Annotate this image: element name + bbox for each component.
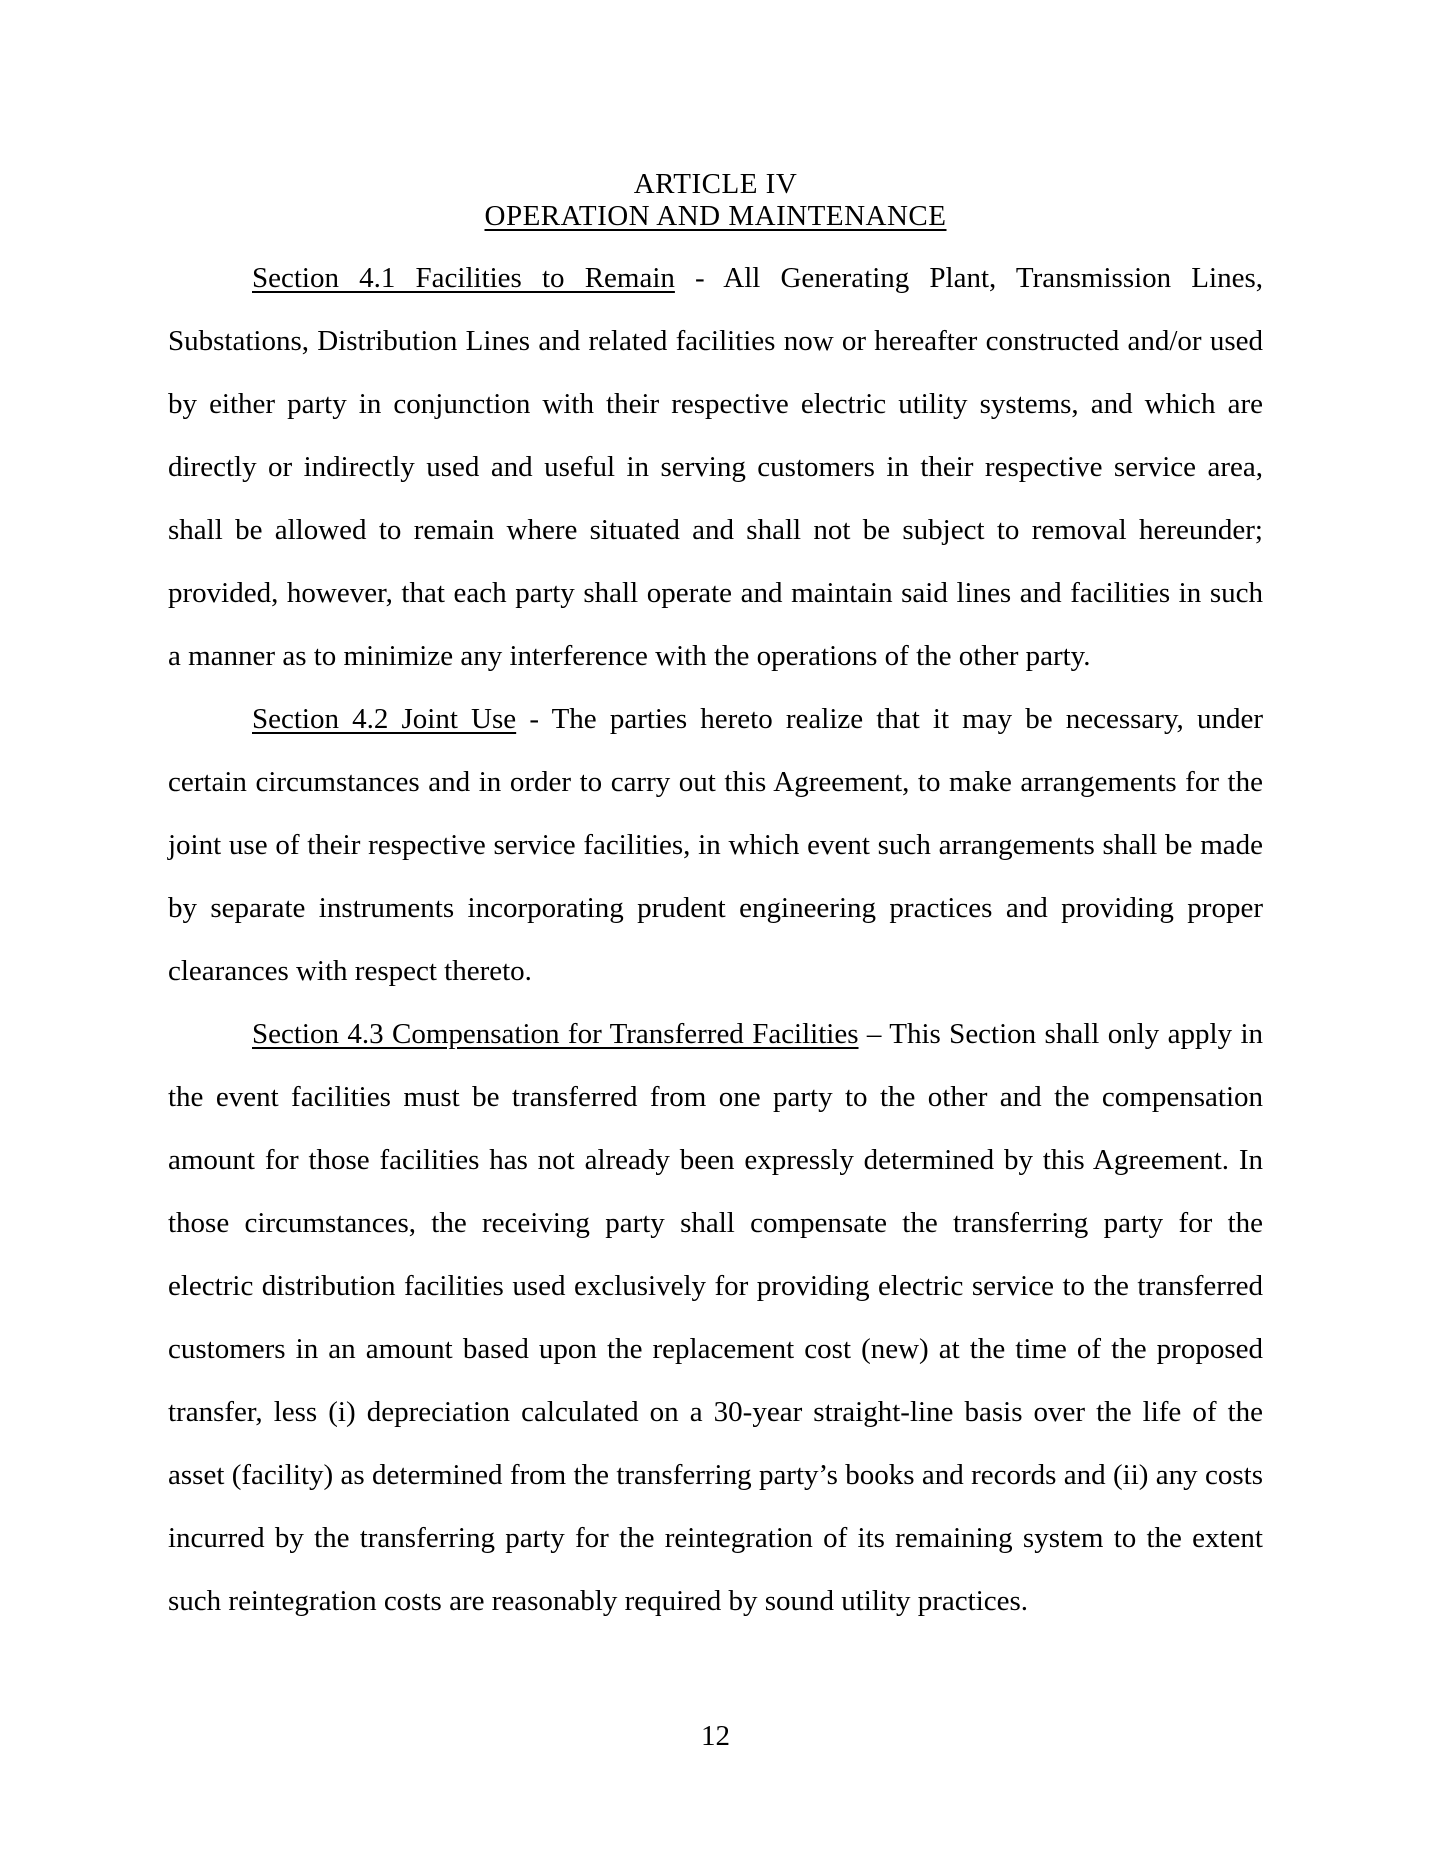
- article-subheading: OPERATION AND MAINTENANCE: [484, 200, 947, 232]
- article-title-block: [0, 0, 1431, 232]
- section-4-3-separator: –: [858, 1018, 890, 1050]
- section-4-1-paragraph: [168, 247, 1263, 688]
- section-4-1-separator: -: [674, 262, 724, 294]
- section-4-3-paragraph: [168, 1003, 1263, 1633]
- section-4-1-heading: Section 4.1 Facilities to Remain: [252, 262, 675, 294]
- section-4-1-text: All Generating Plant, Transmission Lines, Substations, Distribution Lines and related facilities now or hereafter constructed and/or used by either party in conjunction with their respective electric utility systems, and which are directly or indirectly used and useful in serving customers in their respective service area, shall be allowed to remain where situated and shall not be subject to removal hereunder; provided, however, that each party shall operate and maintain said lines and facilities in such a manner as to minimize any interference with the operations of the other party.: [168, 262, 1263, 672]
- section-4-3-text: This Section shall only apply in the event facilities must be transferred from one party to the other and the compensation amount for those facilities has not already been expressly determined by this Agreement. In those circumstances, the receiving party shall compensate the transferring party for the electric distribution facilities used exclusively for providing electric service to the transferred customers in an amount based upon the replacement cost (new) at the time of the proposed transfer, less (i) depreciation calculated on a 30-year straight-line basis over the life of the asset (facility) as determined from the transferring party’s books and records and (ii) any costs incurred by the transferring party for the reintegration of its remaining system to the extent such reintegration costs are reasonably required by sound utility practices.: [168, 1018, 1264, 1617]
- section-4-3-heading: Section 4.3 Compensation for Transferred Facilities: [252, 1018, 859, 1050]
- section-4-2-heading: Section 4.2 Joint Use: [252, 703, 517, 735]
- section-4-2-separator: -: [516, 703, 552, 735]
- section-4-2-text: The parties hereto realize that it may be necessary, under certain circumstances and in order to carry out this Agreement, to make arrangements for the joint use of their respective service facilities, in which event such arrangements shall be made by separate instruments incorporating prudent engineering practices and providing proper clearances with respect thereto.: [168, 703, 1263, 987]
- page-number: 12: [701, 1720, 730, 1752]
- document-body: [168, 247, 1263, 1633]
- article-heading: ARTICLE IV: [633, 168, 798, 200]
- section-4-2-paragraph: [168, 688, 1263, 1003]
